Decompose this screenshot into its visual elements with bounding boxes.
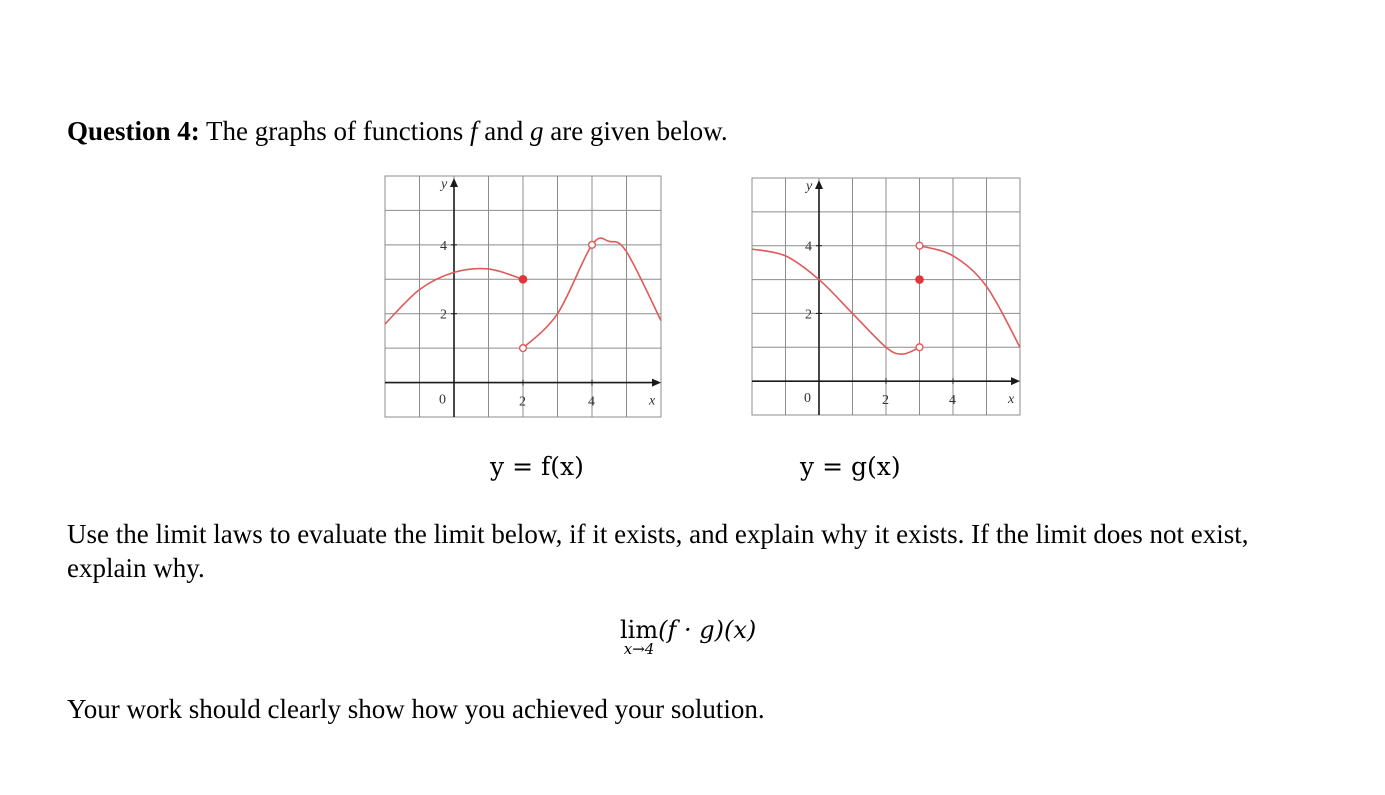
closed-point	[519, 275, 527, 283]
footer-text: Your work should clearly show how you achieved your solution.	[67, 694, 765, 724]
x-tick-label: 2	[519, 394, 526, 410]
caption-f: y = f(x)	[490, 452, 584, 481]
question-text-3: are given below.	[543, 116, 728, 146]
y-axis-label: y	[806, 179, 813, 194]
caption-g: y = g(x)	[800, 452, 901, 481]
function-g-name: g	[529, 116, 544, 146]
limit-operator-block	[620, 616, 658, 658]
open-point	[520, 345, 527, 352]
y-tick-label: 2	[805, 307, 812, 323]
limit-subscript: x→4	[623, 640, 655, 658]
limit-operator: lim	[620, 616, 659, 644]
curve-segment-2	[920, 246, 1021, 348]
y-axis-label: y	[441, 177, 448, 192]
limit-function: (f · g)(x)	[658, 616, 757, 644]
curve-segment-1	[752, 249, 920, 354]
graph-g	[752, 178, 1024, 420]
y-tick-label: 4	[440, 238, 447, 254]
open-point	[916, 344, 923, 351]
x-axis-arrow	[652, 379, 661, 387]
instructions-text: Use the limit laws to evaluate the limit below, if it exists, and explain why it exists. If the limit does not exist, explain why.	[67, 519, 1249, 583]
x-tick-label: 4	[588, 394, 595, 410]
question-text-2: and	[477, 116, 530, 146]
y-tick-label: 4	[805, 239, 812, 255]
x-axis-arrow	[1011, 377, 1020, 385]
x-tick-label: 2	[882, 393, 889, 409]
graph-f	[385, 176, 665, 420]
question-text-1: The graphs of functions	[199, 116, 470, 146]
y-axis-arrow	[450, 178, 458, 187]
x-tick-label: 4	[949, 393, 956, 409]
limit-expression	[620, 616, 756, 658]
y-tick-label: 2	[440, 307, 447, 323]
function-f-name: f	[469, 116, 478, 146]
y-axis-arrow	[815, 180, 823, 189]
x-axis-label: x	[649, 393, 656, 409]
x-axis-label: x	[1008, 392, 1015, 408]
origin-label: 0	[804, 391, 811, 407]
question-heading	[67, 114, 728, 148]
closed-point	[916, 276, 924, 284]
origin-label: 0	[439, 392, 446, 408]
open-point	[916, 242, 923, 249]
question-label: Question 4:	[67, 116, 200, 146]
open-point	[589, 241, 596, 248]
